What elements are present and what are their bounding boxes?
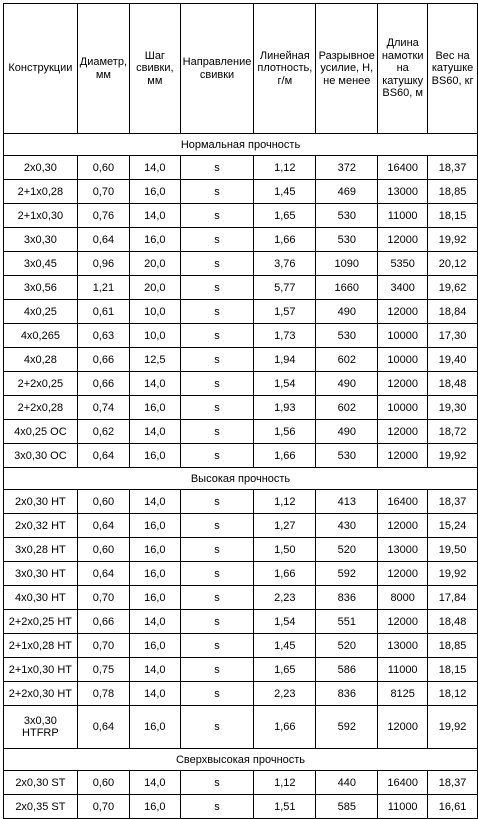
table-cell: 2х0,35 ST [4, 795, 78, 819]
table-row [4, 396, 478, 420]
table-cell: s [180, 490, 254, 514]
table-cell: 4х0,28 [4, 348, 78, 372]
table-cell: 12000 [378, 228, 428, 252]
table-cell: s [180, 586, 254, 610]
table-cell: 0,64 [77, 444, 129, 468]
table-row [4, 372, 478, 396]
table-cell: 18,37 [428, 490, 478, 514]
table-cell: 16400 [378, 156, 428, 180]
table-row [4, 348, 478, 372]
table-cell: 11000 [378, 658, 428, 682]
table-cell: 3х0,30 HTFRP [4, 706, 78, 749]
table-cell: s [180, 771, 254, 795]
table-cell: 3х0,56 [4, 276, 78, 300]
table-cell: 14,0 [130, 682, 181, 706]
table-cell: 19,30 [428, 396, 478, 420]
table-cell: 0,64 [77, 514, 129, 538]
table-cell: 20,12 [428, 252, 478, 276]
table-cell: 0,60 [77, 771, 129, 795]
table-cell: s [180, 156, 254, 180]
table-cell: 530 [316, 204, 378, 228]
table-cell: 1,66 [254, 228, 316, 252]
table-cell: 19,50 [428, 538, 478, 562]
table-cell: 16,0 [130, 634, 181, 658]
section-title: Сверхвысокая прочность [4, 749, 478, 771]
table-cell: 2+1х0,30 [4, 204, 78, 228]
table-cell: 18,48 [428, 610, 478, 634]
table-cell: 1,45 [254, 180, 316, 204]
table-cell: 2х0,30 HT [4, 490, 78, 514]
table-cell: 1660 [316, 276, 378, 300]
table-cell: 19,92 [428, 228, 478, 252]
table-cell: 18,37 [428, 771, 478, 795]
table-cell: 0,61 [77, 300, 129, 324]
table-cell: s [180, 372, 254, 396]
table-cell: 12000 [378, 300, 428, 324]
table-cell: 530 [316, 444, 378, 468]
table-cell: 1,65 [254, 204, 316, 228]
table-cell: 0,75 [77, 658, 129, 682]
section-row [4, 749, 478, 771]
col-header-spool-length: Длина намотки на катушку BS60, м [378, 4, 428, 134]
table-cell: s [180, 610, 254, 634]
table-cell: 490 [316, 420, 378, 444]
table-row [4, 490, 478, 514]
table-cell: 4х0,265 [4, 324, 78, 348]
table-cell: 585 [316, 795, 378, 819]
table-row [4, 795, 478, 819]
table-cell: 2+2х0,30 HT [4, 682, 78, 706]
table-cell: 1,12 [254, 490, 316, 514]
table-cell: 1,50 [254, 538, 316, 562]
table-cell: s [180, 204, 254, 228]
table-cell: s [180, 538, 254, 562]
table-cell: s [180, 795, 254, 819]
table-cell: 4х0,25 [4, 300, 78, 324]
table-cell: 13000 [378, 180, 428, 204]
table-cell: 2+2х0,28 [4, 396, 78, 420]
table-cell: 19,62 [428, 276, 478, 300]
table-cell: s [180, 252, 254, 276]
table-cell: 592 [316, 706, 378, 749]
table-cell: 0,64 [77, 562, 129, 586]
table-cell: s [180, 706, 254, 749]
table-cell: 14,0 [130, 658, 181, 682]
table-cell: 15,24 [428, 514, 478, 538]
table-cell: 20,0 [130, 252, 181, 276]
table-cell: 0,70 [77, 180, 129, 204]
table-cell: 1,45 [254, 634, 316, 658]
table-cell: 0,70 [77, 634, 129, 658]
table-cell: 14,0 [130, 610, 181, 634]
header-row [4, 4, 478, 134]
table-cell: 16,0 [130, 706, 181, 749]
table-cell: 430 [316, 514, 378, 538]
table-cell: 0,70 [77, 586, 129, 610]
table-cell: 18,85 [428, 180, 478, 204]
table-cell: 12000 [378, 610, 428, 634]
table-cell: 4х0,25 OC [4, 420, 78, 444]
table-row [4, 276, 478, 300]
table-cell: 1,54 [254, 372, 316, 396]
table-cell: 0,74 [77, 396, 129, 420]
table-cell: 440 [316, 771, 378, 795]
table-cell: 1,65 [254, 658, 316, 682]
table-cell: 2+2х0,25 [4, 372, 78, 396]
table-cell: 16,0 [130, 444, 181, 468]
table-body [4, 134, 478, 819]
table-cell: 18,72 [428, 420, 478, 444]
table-cell: s [180, 682, 254, 706]
table-row [4, 682, 478, 706]
table-row [4, 228, 478, 252]
table-cell: 14,0 [130, 490, 181, 514]
table-cell: 2,23 [254, 586, 316, 610]
section-title: Нормальная прочность [4, 134, 478, 156]
table-cell: 14,0 [130, 372, 181, 396]
table-cell: 12000 [378, 706, 428, 749]
col-header-diameter: Диаметр, мм [77, 4, 129, 134]
table-cell: 0,62 [77, 420, 129, 444]
table-cell: 530 [316, 228, 378, 252]
table-cell: 12000 [378, 444, 428, 468]
table-cell: s [180, 348, 254, 372]
table-cell: 3х0,30 HT [4, 562, 78, 586]
table-cell: s [180, 276, 254, 300]
table-cell: 551 [316, 610, 378, 634]
table-cell: 18,48 [428, 372, 478, 396]
table-cell: 13000 [378, 538, 428, 562]
table-cell: 11000 [378, 204, 428, 228]
table-cell: 10,0 [130, 324, 181, 348]
table-cell: 2х0,30 ST [4, 771, 78, 795]
table-cell: 2+1х0,30 HT [4, 658, 78, 682]
table-row [4, 634, 478, 658]
table-cell: 10000 [378, 324, 428, 348]
section-row [4, 468, 478, 490]
table-cell: 17,30 [428, 324, 478, 348]
table-cell: 10,0 [130, 300, 181, 324]
table-cell: 1,57 [254, 300, 316, 324]
table-cell: 1,73 [254, 324, 316, 348]
table-cell: 16,0 [130, 396, 181, 420]
table-cell: 836 [316, 586, 378, 610]
table-cell: 14,0 [130, 420, 181, 444]
table-cell: 16400 [378, 771, 428, 795]
table-row [4, 658, 478, 682]
table-cell: 372 [316, 156, 378, 180]
table-cell: 19,40 [428, 348, 478, 372]
specs-table [3, 3, 478, 819]
table-cell: 2+1х0,28 [4, 180, 78, 204]
table-cell: 2х0,32 HT [4, 514, 78, 538]
table-cell: 602 [316, 396, 378, 420]
table-cell: 14,0 [130, 771, 181, 795]
table-row [4, 324, 478, 348]
table-cell: 0,60 [77, 156, 129, 180]
table-row [4, 156, 478, 180]
table-cell: 836 [316, 682, 378, 706]
table-cell: 19,92 [428, 562, 478, 586]
table-cell: 3,76 [254, 252, 316, 276]
table-cell: 0,76 [77, 204, 129, 228]
table-cell: 469 [316, 180, 378, 204]
col-header-breaking-force: Разрывное усилие, Н, не менее [316, 4, 378, 134]
table-cell: 1,27 [254, 514, 316, 538]
table-row [4, 706, 478, 749]
table-cell: 0,96 [77, 252, 129, 276]
table-cell: 18,85 [428, 634, 478, 658]
table-cell: 5,77 [254, 276, 316, 300]
table-cell: 2+2х0,25 HT [4, 610, 78, 634]
table-cell: 18,15 [428, 204, 478, 228]
table-cell: 1,94 [254, 348, 316, 372]
table-cell: 3х0,45 [4, 252, 78, 276]
table-cell: s [180, 514, 254, 538]
table-cell: 0,63 [77, 324, 129, 348]
table-cell: 0,64 [77, 228, 129, 252]
table-row [4, 562, 478, 586]
table-cell: 16,0 [130, 795, 181, 819]
table-row [4, 252, 478, 276]
table-cell: s [180, 444, 254, 468]
table-cell: 1,12 [254, 771, 316, 795]
table-cell: s [180, 420, 254, 444]
table-cell: 8125 [378, 682, 428, 706]
table-cell: 1,21 [77, 276, 129, 300]
table-cell: 16,0 [130, 538, 181, 562]
table-cell: 3400 [378, 276, 428, 300]
table-cell: 592 [316, 562, 378, 586]
table-cell: 12000 [378, 562, 428, 586]
table-cell: 10000 [378, 348, 428, 372]
table-cell: 12000 [378, 372, 428, 396]
table-cell: 16,0 [130, 562, 181, 586]
table-cell: 530 [316, 324, 378, 348]
table-cell: 0,64 [77, 706, 129, 749]
table-cell: 0,66 [77, 348, 129, 372]
table-row [4, 180, 478, 204]
table-cell: 1,66 [254, 706, 316, 749]
table-row [4, 610, 478, 634]
table-cell: 14,0 [130, 156, 181, 180]
col-header-lay-direction: Направление свивки [180, 4, 254, 134]
table-cell: 1,12 [254, 156, 316, 180]
table-cell: 19,92 [428, 706, 478, 749]
col-header-spool-weight: Вес на катушке BS60, кг [428, 4, 478, 134]
table-cell: 14,0 [130, 204, 181, 228]
table-row [4, 300, 478, 324]
table-cell: 16400 [378, 490, 428, 514]
table-cell: s [180, 396, 254, 420]
table-cell: 1,93 [254, 396, 316, 420]
table-cell: 1,54 [254, 610, 316, 634]
table-cell: 18,15 [428, 658, 478, 682]
table-cell: 0,70 [77, 795, 129, 819]
table-cell: 490 [316, 300, 378, 324]
table-cell: 0,66 [77, 372, 129, 396]
table-cell: s [180, 324, 254, 348]
table-cell: 1,56 [254, 420, 316, 444]
table-cell: 602 [316, 348, 378, 372]
section-title: Высокая прочность [4, 468, 478, 490]
section-row [4, 134, 478, 156]
table-row [4, 538, 478, 562]
table-cell: 10000 [378, 396, 428, 420]
table-cell: 12000 [378, 514, 428, 538]
table-cell: 490 [316, 372, 378, 396]
table-cell: 17,84 [428, 586, 478, 610]
table-cell: 5350 [378, 252, 428, 276]
table-cell: 0,78 [77, 682, 129, 706]
table-cell: 3х0,30 [4, 228, 78, 252]
table-row [4, 771, 478, 795]
table-cell: 12,5 [130, 348, 181, 372]
table-cell: 18,84 [428, 300, 478, 324]
table-cell: 2х0,30 [4, 156, 78, 180]
table-row [4, 586, 478, 610]
table-cell: s [180, 562, 254, 586]
table-cell: 3х0,28 HT [4, 538, 78, 562]
table-cell: 16,0 [130, 586, 181, 610]
table-cell: 16,0 [130, 514, 181, 538]
table-cell: 2+1х0,28 HT [4, 634, 78, 658]
table-row [4, 204, 478, 228]
table-cell: 13000 [378, 634, 428, 658]
table-cell: s [180, 228, 254, 252]
table-cell: 1,66 [254, 562, 316, 586]
table-row [4, 514, 478, 538]
table-cell: 3х0,30 OC [4, 444, 78, 468]
table-cell: 1,66 [254, 444, 316, 468]
table-cell: 586 [316, 658, 378, 682]
table-cell: 0,60 [77, 538, 129, 562]
col-header-construction: Конструкции [4, 4, 78, 134]
table-row [4, 444, 478, 468]
table-cell: 413 [316, 490, 378, 514]
col-header-lay-length: Шаг свивки, мм [130, 4, 181, 134]
table-cell: 2,23 [254, 682, 316, 706]
table-cell: s [180, 300, 254, 324]
table-cell: 20,0 [130, 276, 181, 300]
table-cell: 0,66 [77, 610, 129, 634]
table-cell: 16,0 [130, 180, 181, 204]
table-cell: 18,12 [428, 682, 478, 706]
table-cell: 4х0,30 HT [4, 586, 78, 610]
table-cell: 0,60 [77, 490, 129, 514]
table-cell: 16,0 [130, 228, 181, 252]
table-cell: 18,37 [428, 156, 478, 180]
table-cell: s [180, 634, 254, 658]
table-cell: s [180, 658, 254, 682]
table-cell: s [180, 180, 254, 204]
table-cell: 8000 [378, 586, 428, 610]
table-cell: 1090 [316, 252, 378, 276]
table-cell: 11000 [378, 795, 428, 819]
table-cell: 19,92 [428, 444, 478, 468]
col-header-linear-density: Линейная плотность, г/м [254, 4, 316, 134]
table-cell: 16,61 [428, 795, 478, 819]
table-cell: 12000 [378, 420, 428, 444]
table-row [4, 420, 478, 444]
table-cell: 520 [316, 634, 378, 658]
table-cell: 520 [316, 538, 378, 562]
table-cell: 1,51 [254, 795, 316, 819]
